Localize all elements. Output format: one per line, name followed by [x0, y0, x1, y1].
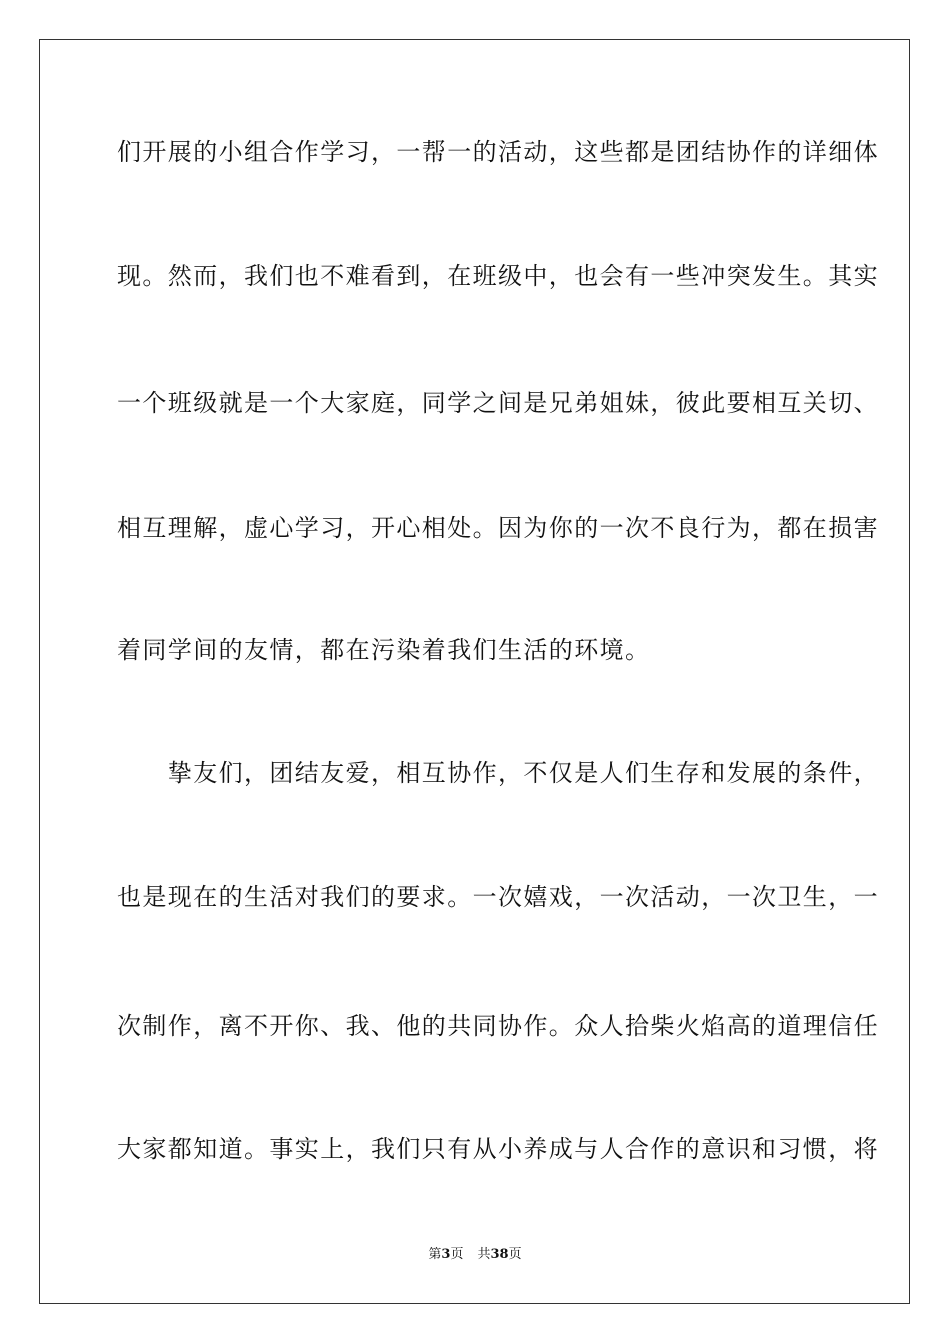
text-line-7: 也是现在的生活对我们的要求。一次嬉戏，一次活动，一次卫生，一	[117, 883, 879, 911]
page-border	[39, 39, 910, 1304]
text-line-1: 们开展的小组合作学习，一帮一的活动，这些都是团结协作的详细体	[117, 138, 879, 166]
text-line-5: 着同学间的友情，都在污染着我们生活的环境。	[117, 636, 651, 664]
text-line-2: 现。然而，我们也不难看到，在班级中，也会有一些冲突发生。其实	[117, 262, 879, 290]
text-line-3: 一个班级就是一个大家庭，同学之间是兄弟姐妹，彼此要相互关切、	[117, 389, 879, 417]
page-suffix: 页	[450, 1247, 464, 1262]
page-prefix: 第	[428, 1247, 442, 1262]
page-number: 3	[441, 1247, 451, 1262]
text-line-8: 次制作，离不开你、我、他的共同协作。众人拾柴火焰高的道理信任	[117, 1012, 879, 1040]
total-pages: 38	[490, 1247, 509, 1262]
page-footer	[0, 1246, 950, 1264]
text-line-9: 大家都知道。事实上，我们只有从小养成与人合作的意识和习惯，将	[117, 1135, 879, 1163]
text-line-6: 挚友们，团结友爱，相互协作，不仅是人们生存和发展的条件，	[117, 759, 879, 787]
text-line-4: 相互理解，虚心学习，开心相处。因为你的一次不良行为，都在损害	[117, 514, 879, 542]
total-prefix: 共	[477, 1247, 491, 1262]
total-suffix: 页	[508, 1247, 522, 1262]
